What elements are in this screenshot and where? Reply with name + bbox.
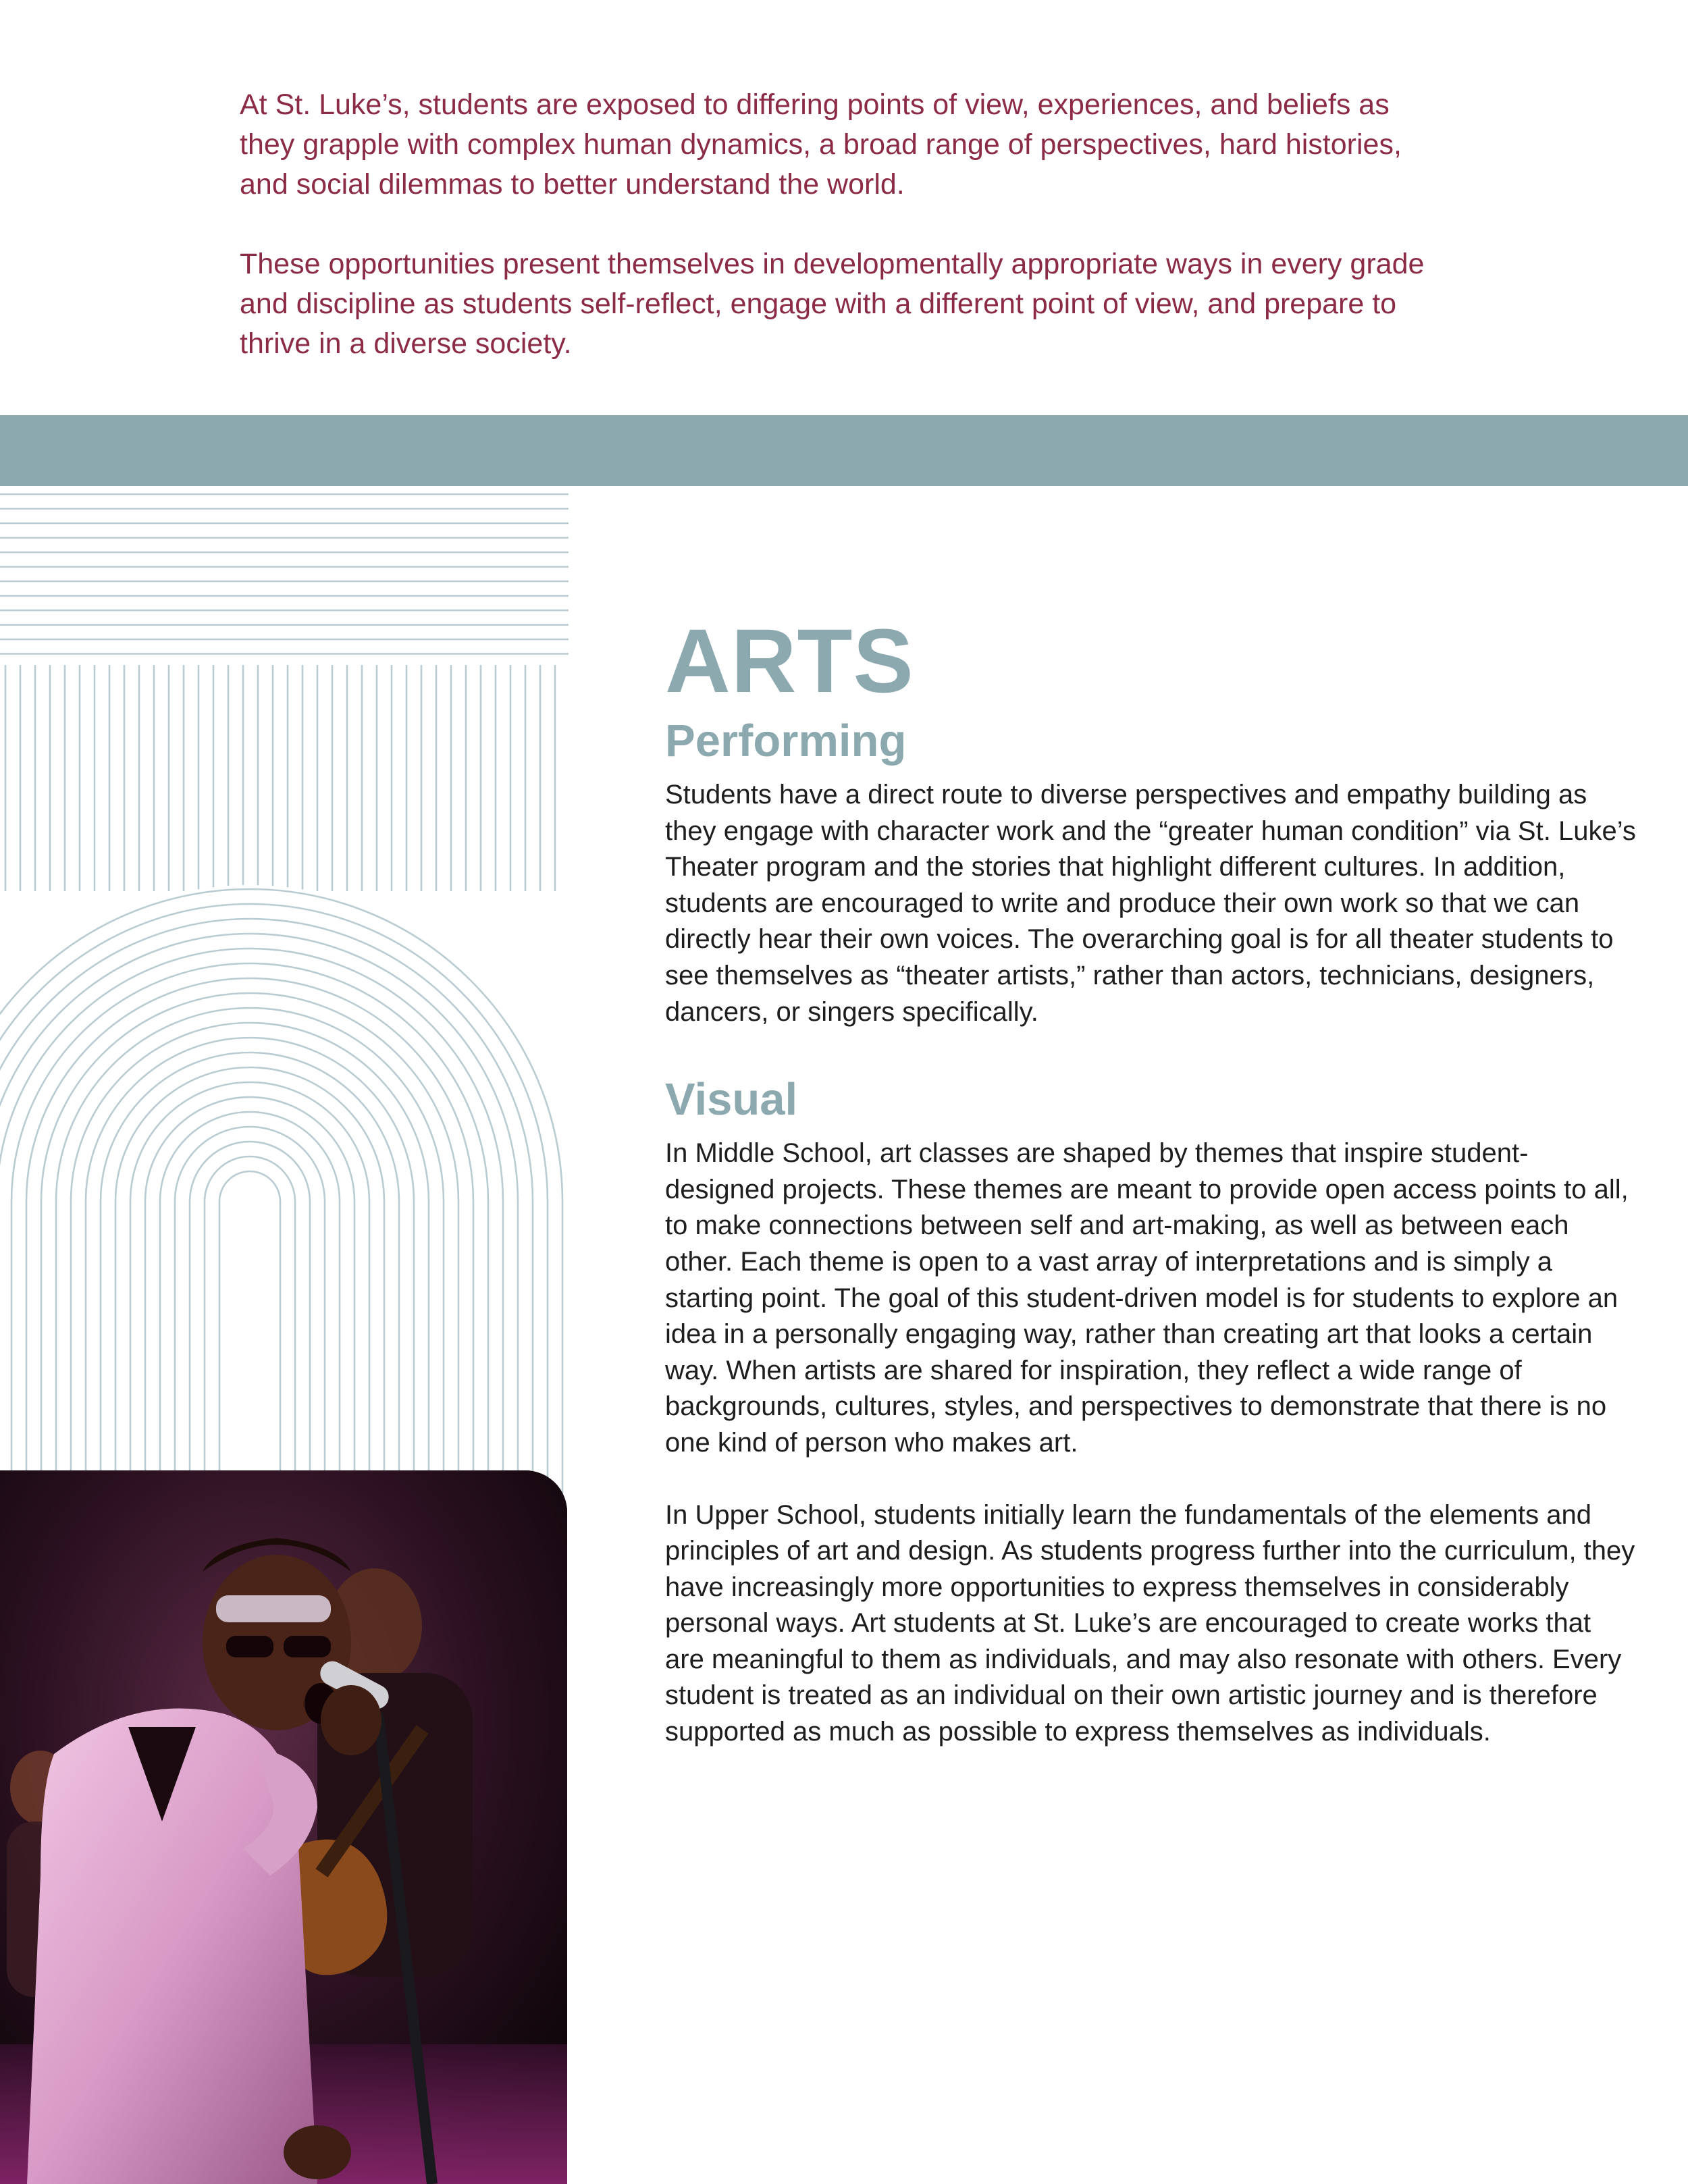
intro-paragraph-1: At St. Luke’s, students are exposed to differing points of view, experiences, and beliefs as they grapple with complex human dynamics, a broad range of perspectives, hard histories, and social dilemmas to better understand the world.	[240, 88, 1402, 201]
visual-middle-school-body: In Middle School, art classes are shaped by themes that inspire student-designed projects. These themes are meant to provide open access points to all, to make connections between self and art-making, as well as between each other. Each theme is open to a vast array of interpretations and is simply a starting point. The goal of this student-driven model is for students to explore an idea in a personally engaging way, rather than creating art that looks a certain way. When artists are shared for inspiration, they reflect a wide range of backgrounds, cultures, styles, and perspectives to demonstrate that there is no one kind of person who makes art.	[665, 1138, 1629, 1458]
intro-text-block	[240, 85, 1428, 364]
performing-heading: Performing	[665, 716, 907, 766]
performing-body: Students have a direct route to diverse perspectives and empathy building as they engage with character work and the “greater human condition” via St. Luke’s Theater program and the stories that highlight different cultures. In addition, students are encouraged to write and produce their own work so that we can directly hear their own voices. The overarching goal is for all theater students to see themselves as “theater artists,” rather than actors, technicians, designers, dancers, or singers specifically.	[665, 780, 1636, 1027]
section-divider-band	[0, 415, 1688, 486]
arts-content	[665, 611, 1637, 1751]
intro-paragraph-2: These opportunities present themselves in developmentally appropriate ways in every grade and discipline as students self-reflect, engage with a different point of view, and prepare to thrive in a diverse society.	[240, 248, 1425, 360]
visual-heading: Visual	[665, 1074, 798, 1125]
section-title: ARTS	[665, 611, 914, 712]
visual-upper-school-body: In Upper School, students initially learn the fundamentals of the elements and principles of art and design. As students progress further into the curriculum, they have increasingly more opportunities to express themselves in considerably personal ways. Art students at St. Luke’s are encouraged to create works that are meaningful to them as individuals, and may also resonate with others. Every student is treated as an individual on their own artistic journey and is therefore supported as much as possible to express themselves as individuals.	[665, 1499, 1635, 1747]
singer-performing-photo	[0, 1470, 567, 2184]
concentric-arches-pattern	[0, 486, 569, 1522]
